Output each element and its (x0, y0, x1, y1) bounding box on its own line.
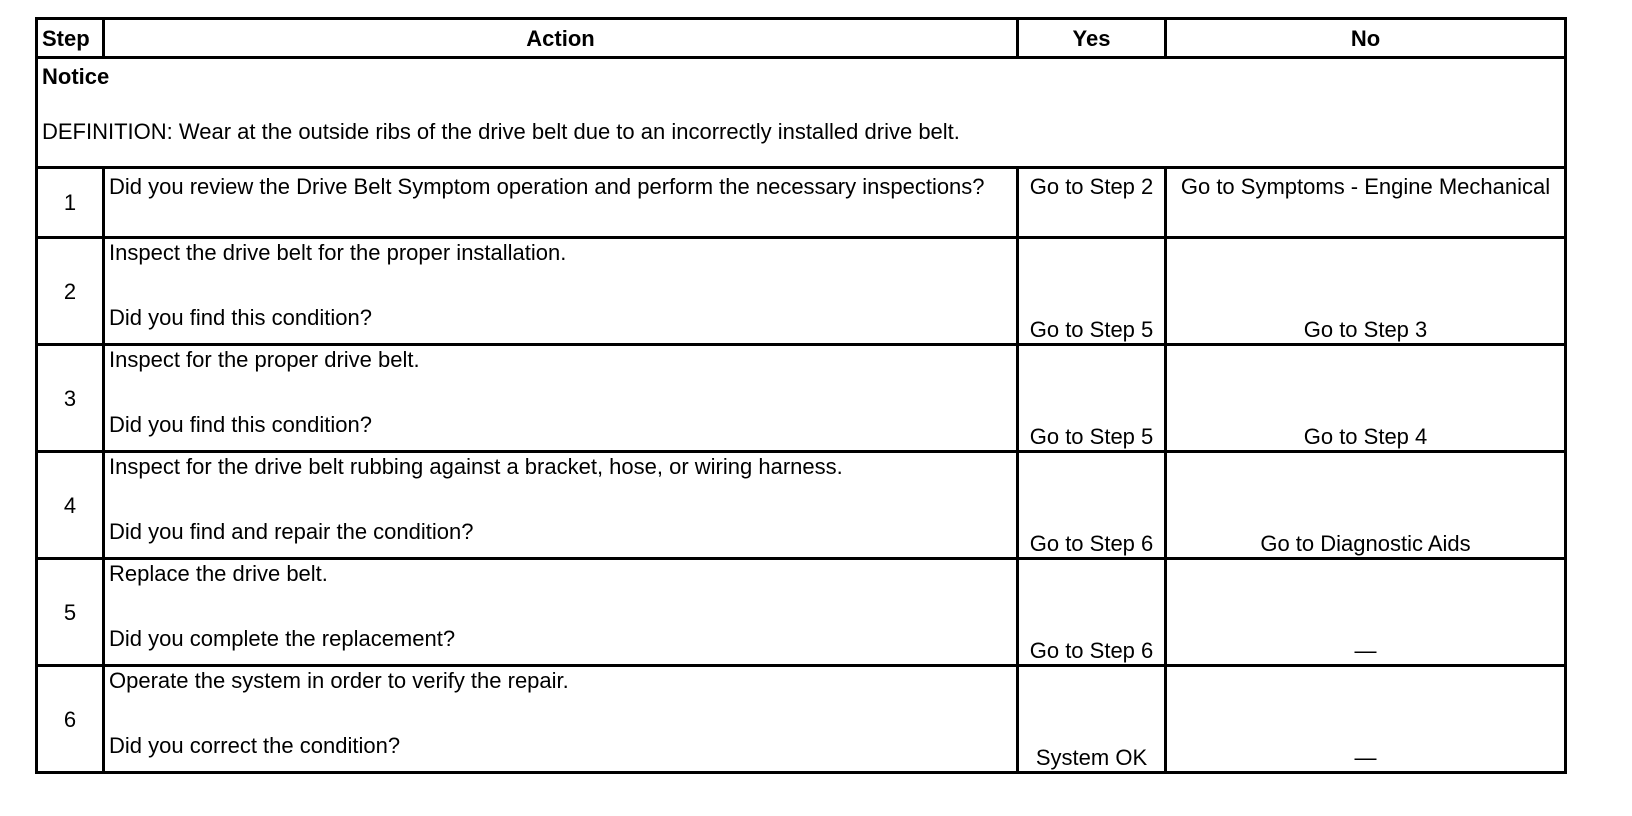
step-action: Did you review the Drive Belt Symptom operation and perform the necessary inspections? (104, 168, 1018, 238)
step-action: Operate the system in order to verify the repair. (109, 668, 569, 693)
step-question: Did you find this condition? (109, 305, 372, 330)
step-action-cell (104, 238, 1018, 345)
step-yes-result: Go to Step 6 (1018, 452, 1166, 559)
diagnostic-table (35, 17, 1567, 774)
step-action-cell (104, 666, 1018, 773)
table-row (37, 666, 1566, 773)
step-no-result: Go to Step 3 (1166, 238, 1566, 345)
step-action-cell (104, 559, 1018, 666)
column-header-action: Action (104, 19, 1018, 58)
step-number: 6 (37, 666, 104, 773)
step-number: 3 (37, 345, 104, 452)
step-no-result: Go to Step 4 (1166, 345, 1566, 452)
step-no-result: — (1166, 559, 1566, 666)
step-question: Did you complete the replacement? (109, 626, 456, 651)
step-question: Did you correct the condition? (109, 733, 401, 758)
step-yes-result: System OK (1018, 666, 1166, 773)
step-yes-result: Go to Step 5 (1018, 345, 1166, 452)
table-row (37, 345, 1566, 452)
step-number: 5 (37, 559, 104, 666)
table-row (37, 559, 1566, 666)
step-action-cell (104, 345, 1018, 452)
step-number: 1 (37, 168, 104, 238)
table-row (37, 452, 1566, 559)
step-yes-result: Go to Step 2 (1018, 168, 1166, 238)
column-header-step: Step (37, 19, 104, 58)
column-header-no: No (1166, 19, 1566, 58)
step-number: 4 (37, 452, 104, 559)
step-question: Did you find and repair the condition? (109, 519, 474, 544)
table-row (37, 168, 1566, 238)
notice-cell (37, 58, 1566, 168)
step-yes-result: Go to Step 5 (1018, 238, 1166, 345)
step-action: Inspect the drive belt for the proper installation. (109, 240, 567, 265)
step-action: Replace the drive belt. (109, 561, 328, 586)
column-header-yes: Yes (1018, 19, 1166, 58)
step-question: Did you find this condition? (109, 412, 372, 437)
step-no-result: Go to Symptoms - Engine Mechanical (1166, 168, 1566, 238)
step-action-cell (104, 452, 1018, 559)
notice-row (37, 58, 1566, 168)
step-action: Inspect for the proper drive belt. (109, 347, 420, 372)
table-row (37, 238, 1566, 345)
step-no-result: Go to Diagnostic Aids (1166, 452, 1566, 559)
notice-title: Notice (42, 64, 110, 89)
notice-definition: DEFINITION: Wear at the outside ribs of the drive belt due to an incorrectly installed drive belt. (42, 119, 960, 144)
step-yes-result: Go to Step 6 (1018, 559, 1166, 666)
header-row (37, 19, 1566, 58)
step-action: Inspect for the drive belt rubbing against a bracket, hose, or wiring harness. (109, 454, 843, 479)
step-number: 2 (37, 238, 104, 345)
step-no-result: — (1166, 666, 1566, 773)
